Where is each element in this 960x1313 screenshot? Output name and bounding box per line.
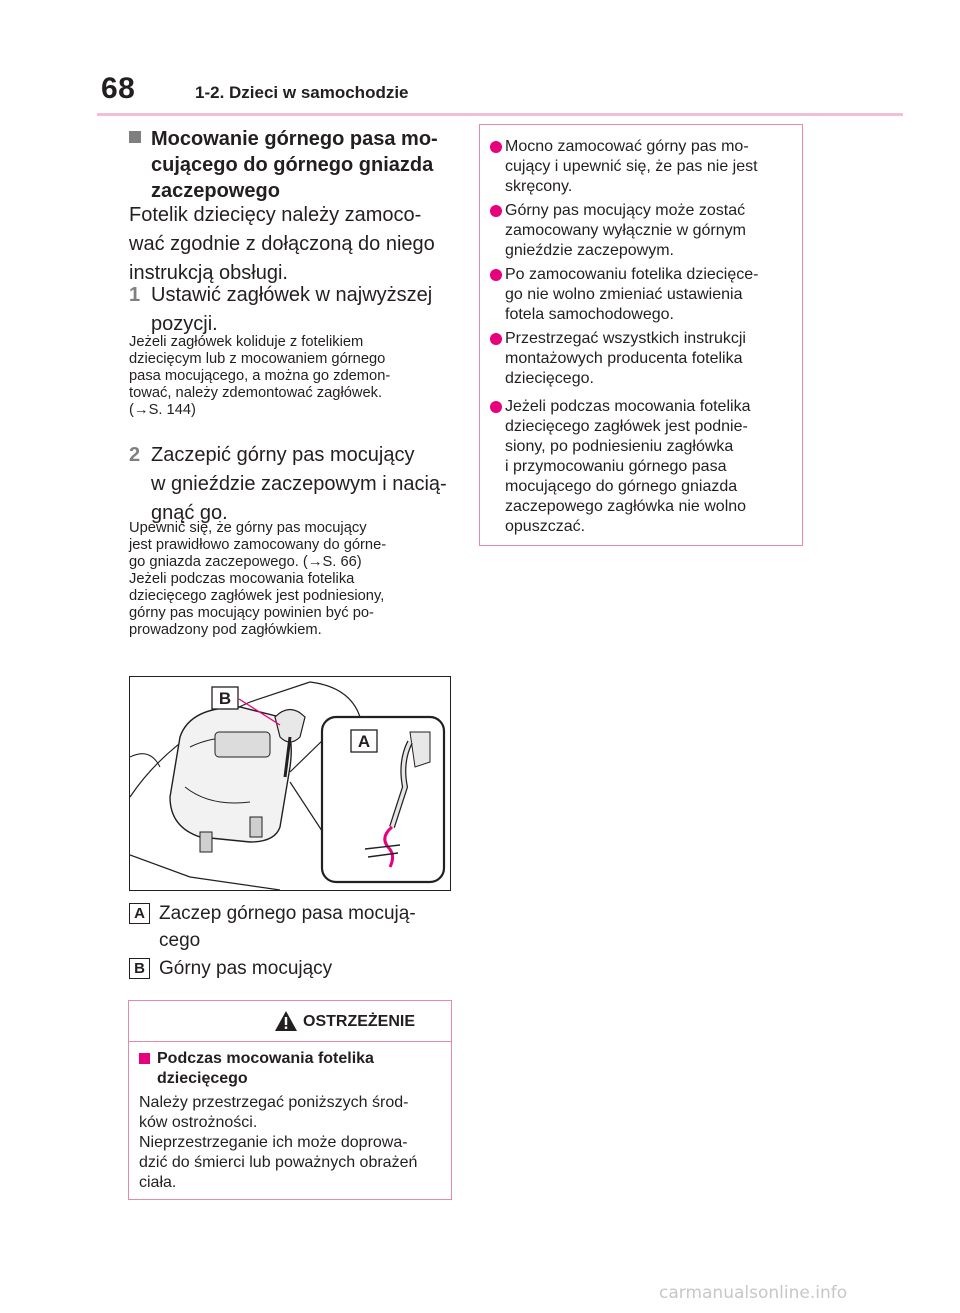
circle-bullet-icon bbox=[490, 205, 502, 217]
page-number: 68 bbox=[101, 72, 136, 105]
header-rule bbox=[97, 113, 903, 116]
step-1-note: Jeżeli zagłówek koliduje z fotelikiem dziecięcym lub z mocowaniem górnego pasa mocującego, a można go zdemon- tować, należy zdemontować zagłówek. (→S. 144) bbox=[129, 334, 391, 418]
section-title: 1-2. Dzieci w samochodzie bbox=[195, 83, 409, 102]
caption-text: Górny pas mocujący bbox=[159, 958, 333, 979]
warning-heading bbox=[139, 1049, 444, 1089]
list-item-text: Przestrzegać wszystkich instrukcji montażowych producenta fotelika dziecięcego. bbox=[505, 330, 746, 387]
warning-header bbox=[129, 1001, 451, 1042]
step-text: Ustawić zagłówek w najwyższej pozycji. bbox=[151, 284, 433, 335]
circle-bullet-icon bbox=[490, 401, 502, 413]
warning-body: Należy przestrzegać poniższych środ- ków ostrożności. Nieprzestrzeganie ich może doprowa- dzić do śmierci lub poważnych obrażeń ciała. bbox=[139, 1094, 418, 1191]
section-heading-text: Mocowanie górnego pasa mo- cującego do górnego gniazda zaczepowego bbox=[151, 128, 438, 202]
section-heading bbox=[129, 126, 454, 204]
list-item-text: Jeżeli podczas mocowania fotelika dziecięcego zagłówek jest podnie- siony, po podniesieniu zagłówka i przymocowaniu górnego pasa mocującego do górnego gniazda zaczepowego zagłówka nie wolno opuszczać. bbox=[505, 398, 751, 535]
caution-list-box bbox=[479, 124, 803, 546]
caption-label: A bbox=[129, 903, 150, 924]
step-1 bbox=[129, 281, 454, 339]
warning-heading-text: Podczas mocowania fotelika dziecięcego bbox=[157, 1050, 374, 1087]
list-item bbox=[490, 265, 800, 325]
list-item bbox=[490, 397, 800, 537]
step-number: 2 bbox=[129, 444, 141, 466]
warning-title: OSTRZEŻENIE bbox=[303, 1013, 416, 1030]
list-item bbox=[490, 329, 800, 389]
step-2-note: Upewnić się, że górny pas mocujący jest prawidłowo zamocowany do górne- go gniazda zaczepowego. (→S. 66) Jeżeli podczas mocowania fotelika dziecięcego zagłówek jest podniesiony, górny pas mocujący powinien być po- prowadzony pod zagłówkiem. bbox=[129, 520, 387, 638]
square-bullet-icon bbox=[139, 1053, 150, 1064]
warning-triangle-icon bbox=[274, 1010, 298, 1032]
caption-label: B bbox=[129, 958, 150, 979]
list-item-text: Mocno zamocować górny pas mo- cujący i upewnić się, że pas nie jest skręcony. bbox=[505, 138, 758, 195]
figure-label-b: B bbox=[218, 689, 232, 708]
warning-box bbox=[128, 1000, 452, 1200]
child-seat-drawing bbox=[130, 677, 450, 890]
circle-bullet-icon bbox=[490, 333, 502, 345]
circle-bullet-icon bbox=[490, 269, 502, 281]
list-item bbox=[490, 137, 800, 197]
caption-a bbox=[129, 900, 454, 954]
step-2 bbox=[129, 441, 454, 528]
step-text: Zaczepić górny pas mocujący w gnieździe zaczepowym i nacią- gnąć go. bbox=[151, 444, 447, 524]
caption-text: Zaczep górnego pasa mocują- cego bbox=[159, 903, 416, 951]
figure-label-a: A bbox=[357, 732, 371, 751]
intro-paragraph: Fotelik dziecięcy należy zamoco- wać zgodnie z dołączoną do niego instrukcją obsługi. bbox=[129, 204, 435, 284]
child-seat-illustration bbox=[129, 676, 451, 891]
list-item-text: Górny pas mocujący może zostać zamocowany wyłącznie w górnym gnieździe zaczepowym. bbox=[505, 202, 746, 259]
square-bullet-icon bbox=[129, 131, 141, 143]
step-number: 1 bbox=[129, 284, 141, 306]
watermark: carmanualsonline.info bbox=[659, 1283, 848, 1303]
list-item bbox=[490, 201, 800, 261]
caption-b bbox=[129, 955, 454, 982]
list-item-text: Po zamocowaniu fotelika dziecięce- go nie wolno zmieniać ustawienia fotela samochodowego. bbox=[505, 266, 759, 323]
circle-bullet-icon bbox=[490, 141, 502, 153]
